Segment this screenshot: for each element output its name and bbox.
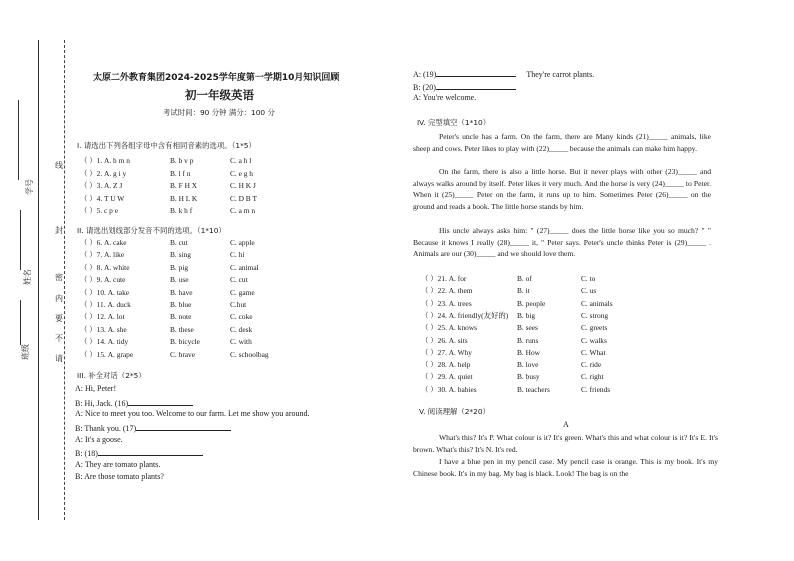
option-a[interactable]: （ ）26. A. sits [421,335,468,345]
option-b[interactable]: B. l f n [170,168,191,178]
dialog-line-19-tail: They're carrot plants. [526,70,595,79]
option-c[interactable]: C. ride [581,360,602,370]
option-row [80,337,380,347]
option-row [80,325,380,335]
option-b[interactable]: B. use [170,275,189,285]
option-c[interactable]: C. to [581,274,596,283]
option-a[interactable]: （ ）10. A. take [80,287,130,297]
option-b[interactable]: B. blue [170,300,192,309]
option-c[interactable]: C. coke [230,312,253,322]
option-b[interactable]: B. have [170,287,193,297]
option-c[interactable]: C. game [230,287,255,297]
dialog-line-4 [75,422,231,434]
option-b[interactable]: B. pig [170,262,189,272]
dialog-line-6-text: B: (18) [75,449,98,458]
option-c[interactable]: C. apple [230,238,255,247]
option-row [80,350,380,360]
option-b[interactable]: B. note [170,312,192,322]
option-row [421,336,721,346]
seal-char-2: 封 [55,226,63,235]
option-row [80,238,380,248]
option-a[interactable]: （ ）29. A. quiet [421,372,473,382]
dialog-line-5: A: It's a goose. [75,435,123,444]
option-row [421,286,721,296]
option-b[interactable]: B. cut [170,238,188,247]
option-a[interactable]: （ ）24. A. friendly(友好的) [421,310,509,320]
option-row [421,360,721,370]
option-row [421,299,721,309]
option-c[interactable]: C. a m n [230,206,256,215]
option-c[interactable]: C. animal [230,262,259,272]
dialog-line-20-text: B: (20) [413,83,436,92]
option-b[interactable]: B. people [517,298,546,308]
dialog-line-2 [75,397,193,409]
option-c[interactable]: C. cut [230,275,248,285]
seal-char-6: 不 [55,334,63,343]
option-a[interactable]: （ ）30. A. babies [421,384,477,394]
option-c[interactable]: C. e g h [230,168,253,178]
blank-16[interactable] [128,397,193,406]
seal-char-4: 内 [55,294,63,303]
option-b[interactable]: B. busy [517,372,540,382]
option-a[interactable]: （ ）12. A. lot [80,312,125,322]
binding-line-inner [64,40,65,520]
option-b[interactable]: B. k h f [170,206,193,215]
option-a[interactable]: （ ）8. A. white [80,262,130,272]
option-row [421,311,721,321]
blank-20[interactable] [436,81,516,90]
student-id-line [18,100,19,180]
option-row [80,156,380,166]
option-c[interactable]: C. D B T [230,193,257,203]
option-a[interactable]: （ ）2. A. g i y [80,168,127,178]
option-c[interactable]: C. a h l [230,156,252,165]
option-c[interactable]: C. greets [581,323,608,333]
dialog-line-7: A: They are tomato plants. [75,460,161,469]
option-row [80,275,380,285]
option-c[interactable]: C. What [581,347,606,357]
option-c[interactable]: C. strong [581,310,609,320]
seal-char-5: 要 [55,314,63,323]
option-b[interactable]: B. it [517,286,530,296]
reading-paragraph-1: What's this? It's P. What colour is it? It's green. What's this and what colour is it? It's E. It's brown. What's this? It's N. It's red. [413,433,718,454]
option-c[interactable]: C. desk [230,324,253,334]
blank-18[interactable] [98,447,203,456]
option-b[interactable]: B. H L K [170,193,198,203]
section5-heading: V. 阅读理解（2*20） [419,407,490,416]
dialog-line-1: A: Hi, Peter! [75,384,117,393]
cloze-paragraph-1: Peter's uncle has a farm. On the farm, there are Many kinds (21)_____ animals, like sheep and cows. Peter likes to play with (22)_____ because the animals can make him happy. [413,132,711,153]
option-c[interactable]: C. right [581,372,604,382]
option-a[interactable]: （ ）25. A. knows [421,323,478,333]
option-a[interactable]: （ ）9. A. cute [80,275,126,285]
dialog-line-8: B: Are those tomato plants? [75,472,164,481]
option-a[interactable]: （ ）6. A. cake [80,238,127,247]
option-a[interactable]: （ ）22. A. them [421,286,473,296]
cloze-paragraph-2: On the farm, there is also a little horse. But it never plays with other (23)_____ and always walks around by itself. Peter likes it very much. And the horse is very (24)_____ to Peter. When it (25)_____ Peter on the farm, it runs up to him. Sometimes Peter (26)_____ on the ground and reads a book. The little horse stands by him. [413,167,711,211]
dialog-line-2-text: B: Hi, Jack. (16) [75,399,129,408]
option-b[interactable]: B. bicycle [170,337,200,347]
option-b[interactable]: B. of [517,274,532,283]
option-c[interactable]: C. H K J [230,181,256,190]
option-a[interactable]: （ ）27. A. Why [421,347,472,357]
option-b[interactable]: B. these [170,324,194,334]
option-row [80,194,380,204]
option-c[interactable]: C. us [581,286,597,296]
reading-paragraph-2: I have a blue pen in my pencil case. My pencil case is orange. This is my book. It's my Chinese book. It's in my bag. My bag is black. Look! The bag is on the [413,457,718,478]
blank-17[interactable] [136,422,231,431]
dialog-line-6 [75,447,203,459]
option-a[interactable]: （ ）4. T U W [80,193,125,203]
option-a[interactable]: （ ）13. A. she [80,324,127,334]
option-b[interactable]: B. sing [170,250,191,260]
option-b[interactable]: C. brave [170,349,196,359]
dialog-line-20 [413,81,516,93]
option-row [80,250,380,260]
option-b[interactable]: B. love [517,360,539,370]
class-line [20,300,21,345]
seal-char-3: 密 [55,273,63,282]
class-label: 班级 [21,344,30,360]
option-b[interactable]: B. big [517,310,536,320]
option-row [421,348,721,358]
option-row [80,263,380,273]
binding-line-outer [38,40,39,520]
dialog-line-end: A: You're welcome. [413,93,477,102]
option-row [80,181,380,191]
option-a[interactable]: （ ）7. A. like [80,250,125,260]
option-a[interactable]: （ ）3. A. Z J [80,181,123,190]
option-c[interactable]: C. with [230,337,252,347]
option-row [80,169,380,179]
option-a[interactable]: （ ）21. A. for [421,274,467,283]
cloze-paragraph-3: His uncle always asks him: " (27)_____ does the little horse like you so much? " " Because it knows I really (28)_____ it, " Peter says. Peter's uncle thinks Peter is (29)_____ . Animals are our (30)_____ and we should love them. [413,226,711,259]
option-b[interactable]: B. sees [517,323,538,333]
exam-info: 考试时间：90 分钟 满分：100 分 [163,108,275,117]
seal-char-1: 线 [55,161,63,170]
exam-subtitle: 初一年级英语 [185,88,254,102]
option-c[interactable]: C. walks [581,335,607,345]
option-a[interactable]: （ ）1. A. h m n [80,156,130,165]
option-row [421,385,721,395]
dialog-line-4-text: B: Thank you. (17) [75,424,137,433]
option-c[interactable]: C. friends [581,384,611,394]
option-b[interactable]: B. teachers [517,384,550,394]
blank-19[interactable] [436,68,516,77]
option-a[interactable]: （ ）5. c p e [80,206,118,215]
option-a[interactable]: （ ）14. A. tidy [80,337,129,347]
option-row [80,288,380,298]
option-b[interactable]: B. runs [517,335,539,345]
dialog-line-19-text: A: (19) [413,70,437,79]
section4-heading: IV. 完型填空（1*10） [417,118,491,127]
dialog-line-19 [413,68,594,80]
option-a[interactable]: （ ）23. A. trees [421,298,472,308]
exam-title: 太原二外教育集团2024-2025学年度第一学期10月知识回顾 [93,73,340,83]
option-b[interactable]: B. F H X [170,181,198,190]
option-row [421,372,721,382]
option-row [421,323,721,333]
option-a[interactable]: （ ）28. A. help [421,360,471,370]
name-line [20,210,21,270]
option-row [80,206,380,216]
option-b[interactable]: B. How [517,347,540,357]
seal-char-7: 请 [55,354,63,363]
option-a[interactable]: （ ）11. A. duck [80,300,131,309]
dialog-line-3: A: Nice to meet you too. Welcome to our farm. Let me show you around. [75,409,310,418]
option-c[interactable]: C. animals [581,298,613,308]
option-c[interactable]: C. schoolbag [230,349,269,359]
option-a[interactable]: （ ）15. A. grape [80,349,134,359]
binding-strip [0,0,70,561]
option-c[interactable]: C.hut [230,300,247,309]
option-b[interactable]: B. b v p [170,156,194,165]
option-c[interactable]: C. hi [230,250,245,260]
option-row [80,300,380,310]
section2-heading: II. 请选出划线部分发音不同的选项。（1*10） [77,226,226,235]
passage-label: A [563,420,569,429]
option-row [421,274,721,284]
section1-heading: I. 请选出下列各组字母中含有相同音素的选项。（1*5） [77,141,256,150]
name-label: 姓名 [23,269,32,285]
section3-heading: III. 补全对话（2*5） [77,371,146,380]
student-id-label: 学号 [25,179,34,195]
option-row [80,312,380,322]
